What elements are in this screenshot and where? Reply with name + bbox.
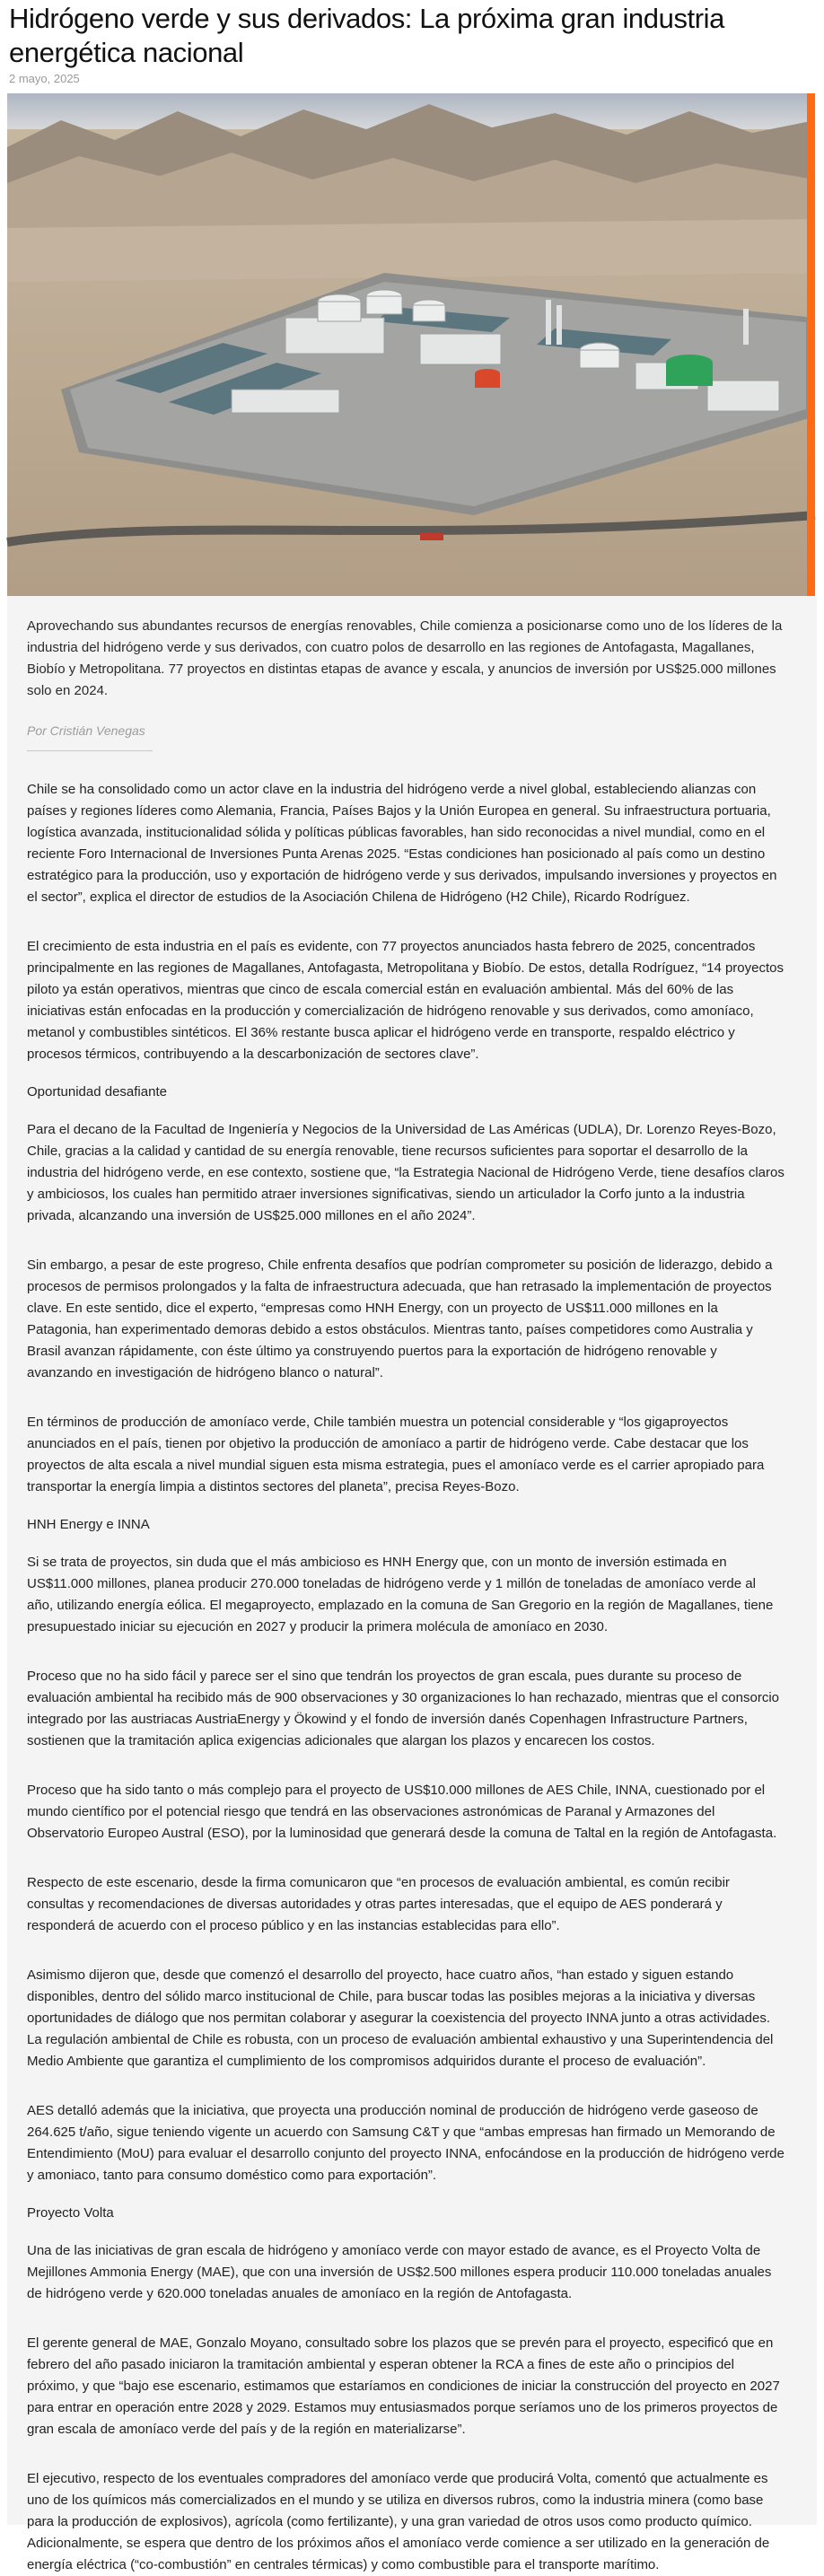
paragraph: Si se trata de proyectos, sin duda que el más ambicioso es HNH Energy que, con un monto de inversión estimada en US$11.000 millones, planea producir 270.000 toneladas de hidrógeno verde y 1 millón de toneladas de amoníaco verde al año, utilizando energía eólica. El megaproyecto, emplazado en la comuna de San Gregorio en la región de Magallanes, tiene presupuestado iniciar su ejecución en 2027 y producir la primera molécula de amoníaco en 2030.	[27, 1555, 774, 1634]
paragraph: En términos de producción de amoníaco verde, Chile también muestra un potencial considerable y “los gigaproyectos anunciados en el país, tienen por objetivo la producción de amoníaco a partir de hidrógeno verde. Cabe destacar que los proyectos de alta escala a nivel mundial siguen esta misma estrategia, pues el amoníaco verde es el carrier apropiado para transportar la energía limpia a distintos sectores del planeta”, precisa Reyes-Bozo.	[27, 1415, 765, 1494]
author-byline: Por Cristián Venegas	[27, 723, 145, 738]
article-lead: Aprovechando sus abundantes recursos de energías renovables, Chile comienza a posicionarse como uno de los líderes de la industria del hidrógeno verde y sus derivados, con cuatro polos de desarrollo en las regiones de Antofagasta, Magallanes, Biobío y Metropolitana. 77 proyectos en distintas etapas de avance y escala, y anuncios de inversión por US$25.000 millones solo en 2024.	[27, 618, 783, 698]
paragraph: Respecto de este escenario, desde la firma comunicaron que “en procesos de evaluación ambiental, es común recibir consultas y recomendaciones de diversas autoridades y otras partes interesadas, que el equipo de AES ponderará y responderá de acuerdo con el proceso público y en las instancias establecidas para ello”.	[27, 1875, 730, 1933]
accent-bar	[807, 93, 815, 596]
article-body	[7, 596, 817, 2572]
paragraph: Proceso que no ha sido fácil y parece ser el sino que tendrán los proyectos de gran escala, pues durante su proceso de evaluación ambiental ha recibido más de 900 observaciones y 30 organizaciones lo han rechazado, mientras que el consorcio integrado por las austriacas AustriaEnergy y Ökowind y el fondo de inversión danés Copenhagen Infrastructure Partners, sostienen que la tramitación aplica exigencias adicionales que alargan los plazos y encarecen los costos.	[27, 1669, 780, 1748]
paragraph: El ejecutivo, respecto de los eventuales compradores del amoníaco verde que producirá Volta, comentó que actualmente es uno de los químicos más comercializados en el mundo y se utiliza en diversos rubros, como la industria minera (como base para la producción de explosivos), agrícola (como fertilizante), y una gran variedad de otros usos como producto químico. Adicionalmente, se espera que dentro de los próximos años el amoníaco verde comience a ser utilizado en la generación de energía eléctrica (“co-combustión” en centrales térmicas) y como combustible para el transporte marítimo.	[27, 2471, 770, 2572]
section-heading: HNH Energy e INNA	[27, 1517, 150, 1532]
paragraph: Proceso que ha sido tanto o más complejo para el proyecto de US$10.000 millones de AES Chile, INNA, cuestionado por el mundo científico por el potencial riesgo que tendrá en las observaciones astronómicas de Paranal y Armazones del Observatorio Europeo Austral (ESO), por la luminosidad que generará desde la comuna de Taltal en la región de Antofagasta.	[27, 1783, 777, 1841]
paragraph: Una de las iniciativas de gran escala de hidrógeno y amoníaco verde con mayor estado de avance, es el Proyecto Volta de Mejillones Ammonia Energy (MAE), que con una inversión de US$2.500 millones espera producir 110.000 toneladas anuales de hidrógeno verde y 620.000 toneladas anuales de amoníaco en la región de Antofagasta.	[27, 2243, 772, 2301]
section-heading: Proyecto Volta	[27, 2205, 114, 2221]
section-heading: Oportunidad desafiante	[27, 1084, 167, 1100]
paragraph: Chile se ha consolidado como un actor clave en la industria del hidrógeno verde a nivel global, estableciendo alianzas con países y regiones líderes como Alemania, Francia, Países Bajos y la Unión Europea en general. Su infraestructura portuaria, logística avanzada, institucionalidad sólida y políticas públicas favorables, han sido reconocidas a nivel mundial, como en el reciente Foro Internacional de Inversiones Punta Arenas 2025. “Estas condiciones han posicionado al país como un destino estratégico para la producción, uso y exportación de hidrógeno verde y sus derivados, impulsando inversiones y proyectos en el sector”, explica el director de estudios de la Asociación Chilena de Hidrógeno (H2 Chile), Ricardo Rodríguez.	[27, 782, 777, 905]
publish-date: 2 mayo, 2025	[9, 72, 80, 85]
article-title: Hidrógeno verde y sus derivados: La próxima gran industria energética nacional	[9, 3, 725, 68]
paragraph: Asimismo dijeron que, desde que comenzó el desarrollo del proyecto, hace cuatro años, “han estado y siguen estando disponibles, dentro del sólido marco institucional de Chile, para buscar todas las posibles mejoras a la iniciativa y diversas oportunidades de diálogo que nos permitan colaborar y asegurar la coexistencia del proyecto INNA junto a otras actividades. La regulación ambiental de Chile es robusta, con un proceso de evaluación ambiental exhaustivo y una Superintendencia del Medio Ambiente que garantiza el cumplimiento de los compromisos adquiridos durante el proceso de evaluación”.	[27, 1967, 774, 2069]
hero-image	[7, 93, 815, 596]
paragraph: El gerente general de MAE, Gonzalo Moyano, consultado sobre los plazos que se prevén para el proyecto, especificó que en febrero del año pasado iniciaron la tramitación ambiental y esperan obtener la RCA a fines de este año o principios del próximo, y que “bajo ese escenario, estimamos que estaríamos en condiciones de iniciar la construcción del proyecto en 2027 para entrar en operación entre 2028 y 2029. Estamos muy entusiasmados porque seríamos uno de los primeros proyectos de gran escala de amoníaco verde del país y de la región en materializarse”.	[27, 2335, 780, 2437]
paragraph: El crecimiento de esta industria en el país es evidente, con 77 proyectos anunciados hasta febrero de 2025, concentrados principalmente en las regiones de Magallanes, Antofagasta, Metropolitana y Biobío. De estos, detalla Rodríguez, “14 proyectos piloto ya están operativos, mientras que cinco de escala comercial están en evaluación ambiental. Más del 60% de las iniciativas están enfocadas en la producción y comercialización de hidrógeno renovable y sus derivados, como amoníaco, metanol y combustibles sintéticos. El 36% restante busca aplicar el hidrógeno verde en transporte, respaldo eléctrico y procesos térmicos, contribuyendo a la descarbonización de sectores clave”.	[27, 939, 784, 1062]
paragraph: AES detalló además que la iniciativa, que proyecta una producción nominal de producción de hidrógeno verde gaseoso de 264.625 t/año, sigue teniendo vigente un acuerdo con Samsung C&T y que “ambas empresas han firmado un Memorando de Entendimiento (MoU) para evaluar el desarrollo conjunto del proyecto INNA, enfocándose en la producción de hidrógeno verde y amoniaco, tanto para consumo doméstico como para exportación”.	[27, 2103, 785, 2183]
paragraph: Para el decano de la Facultad de Ingeniería y Negocios de la Universidad de Las Américas (UDLA), Dr. Lorenzo Reyes-Bozo, Chile, gracias a la calidad y cantidad de su energía renovable, tiene recursos suficientes para soportar el desarrollo de la industria del hidrógeno verde, en ese contexto, sostiene que, “la Estrategia Nacional de Hidrógeno Verde, tiene desafíos claros y ambiciosos, los cuales han permitido atraer inversiones significativas, siendo un articulador la Corfo junto a la industria privada, alcanzando una inversión de US$25.000 millones en el año 2024”.	[27, 1122, 785, 1223]
paragraph: Sin embargo, a pesar de este progreso, Chile enfrenta desafíos que podrían comprometer su posición de liderazgo, debido a procesos de permisos prolongados y la falta de infraestructura adecuada, que han retrasado la implementación de proyectos clave. En este sentido, dice el experto, “empresas como HNH Energy, con un proyecto de US$11.000 millones en la Patagonia, han experimentado demoras debido a estos obstáculos. Mientras tanto, países competidores como Australia y Brasil avanzan rápidamente, con éste último ya construyendo puertos para la exportación de hidrógeno renovable y avanzando en investigación de hidrógeno blanco o natural”.	[27, 1257, 773, 1380]
plant-illustration	[7, 93, 815, 596]
